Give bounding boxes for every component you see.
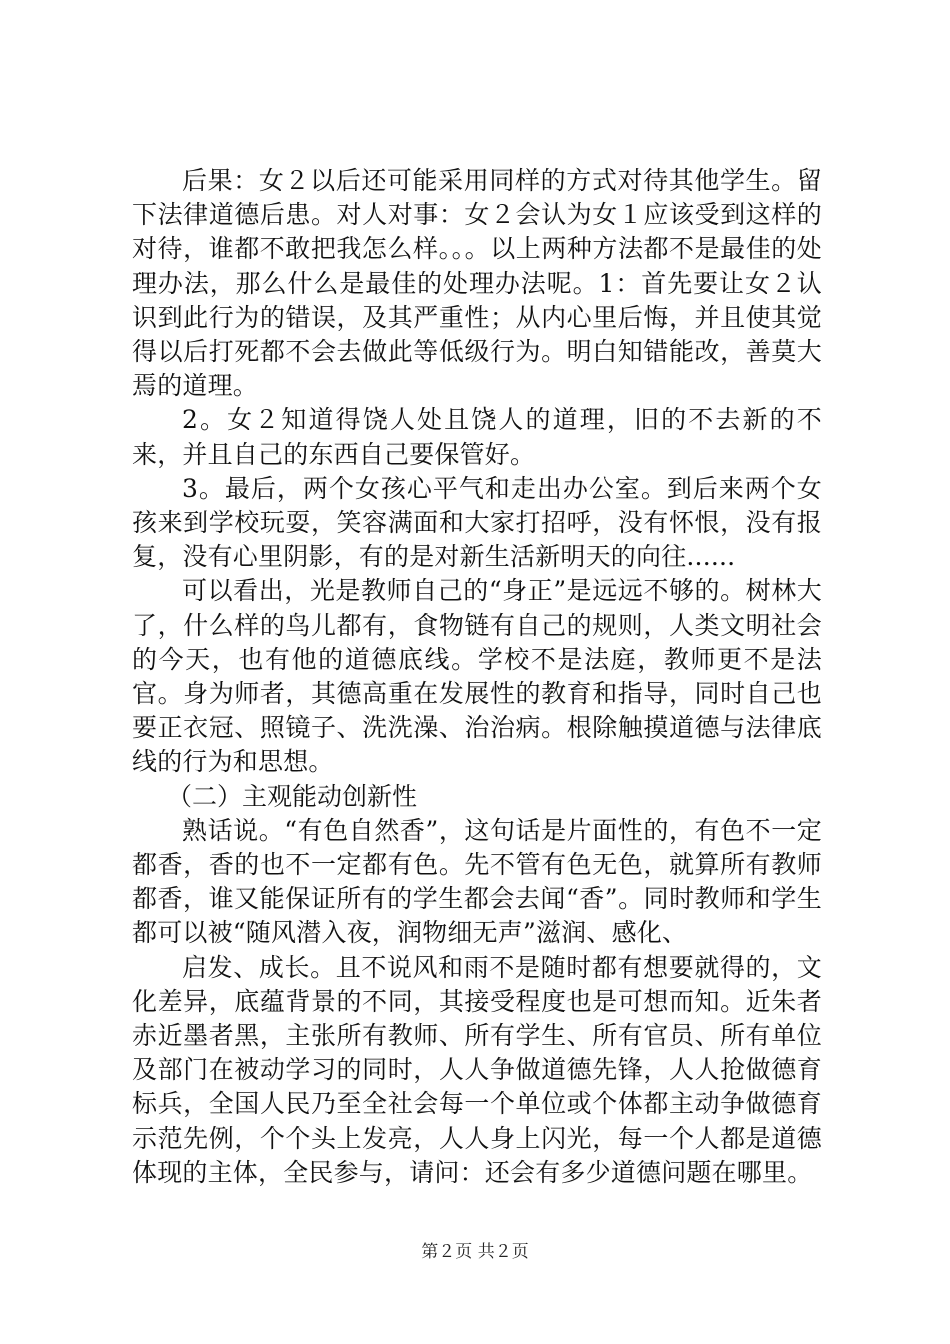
page-number-footer: 第２页 共２页 [421,1242,529,1262]
paragraph-inspiration: 启发、成长。且不说风和雨不是随时都有想要就得的，文化差异，底蕴背景的不同，其接受程度也是可想而知。近朱者赤近墨者黑，主张所有教师、所有学生、所有官员、所有单位及部门在被动学习的同时，人人争做道德先锋，人人抢做德育标兵，全国人民乃至全社会每一个单位或个体都主动争做德育示范先例，个个头上发亮，人人身上闪光，每一个人都是道德体现的主体，全民参与，请问：还会有多少道德问题在哪里。 [132,952,822,1187]
document-body [132,164,822,1190]
paragraph-conclusion: 可以看出，光是教师自己的“身正”是远远不够的。树林大了，什么样的鸟儿都有，食物链有自己的规则，人类文明社会的今天，也有他的道德底线。学校不是法庭，教师更不是法官。身为师者，其德高重在发展性的教育和指导，同时自己也要正衣冠、照镜子、洗洗澡、治治病。根除触摸道德与法律底线的行为和思想。 [132,576,822,777]
section-heading: （二）主观能动创新性 [167,781,418,811]
paragraph-saying: 熟话说。“有色自然香”，这句话是片面性的，有色不一定都香，香的也不一定都有色。先不管有色无色，就算所有教师都香，谁又能保证所有的学生都会去闻“香”。同时教师和学生都可以被“随风潜入夜，润物细无声”滋润、感化、 [132,815,822,948]
paragraph-point-3: 3。最后，两个女孩心平气和走出办公室。到后来两个女孩来到学校玩耍，笑容满面和大家打招呼，没有怀恨，没有报复，没有心里阴影，有的是对新生活新明天的向往...... [132,473,822,572]
paragraph-consequences: 后果：女２以后还可能采用同样的方式对待其他学生。留下法律道德后患。对人对事：女２会认为女１应该受到这样的对待，谁都不敢把我怎么样。。。以上两种方法都不是最佳的处理办法，那么什么是最佳的处理办法呢。1：首先要让女２认识到此行为的错误，及其严重性；从内心里后悔，并且使其觉得以后打死都不会去做此等低级行为。明白知错能改，善莫大焉的道理。 [132,166,822,401]
paragraph-point-2: 2。女２知道得饶人处且饶人的道理，旧的不去新的不来，并且自己的东西自己要保管好。 [132,405,822,469]
